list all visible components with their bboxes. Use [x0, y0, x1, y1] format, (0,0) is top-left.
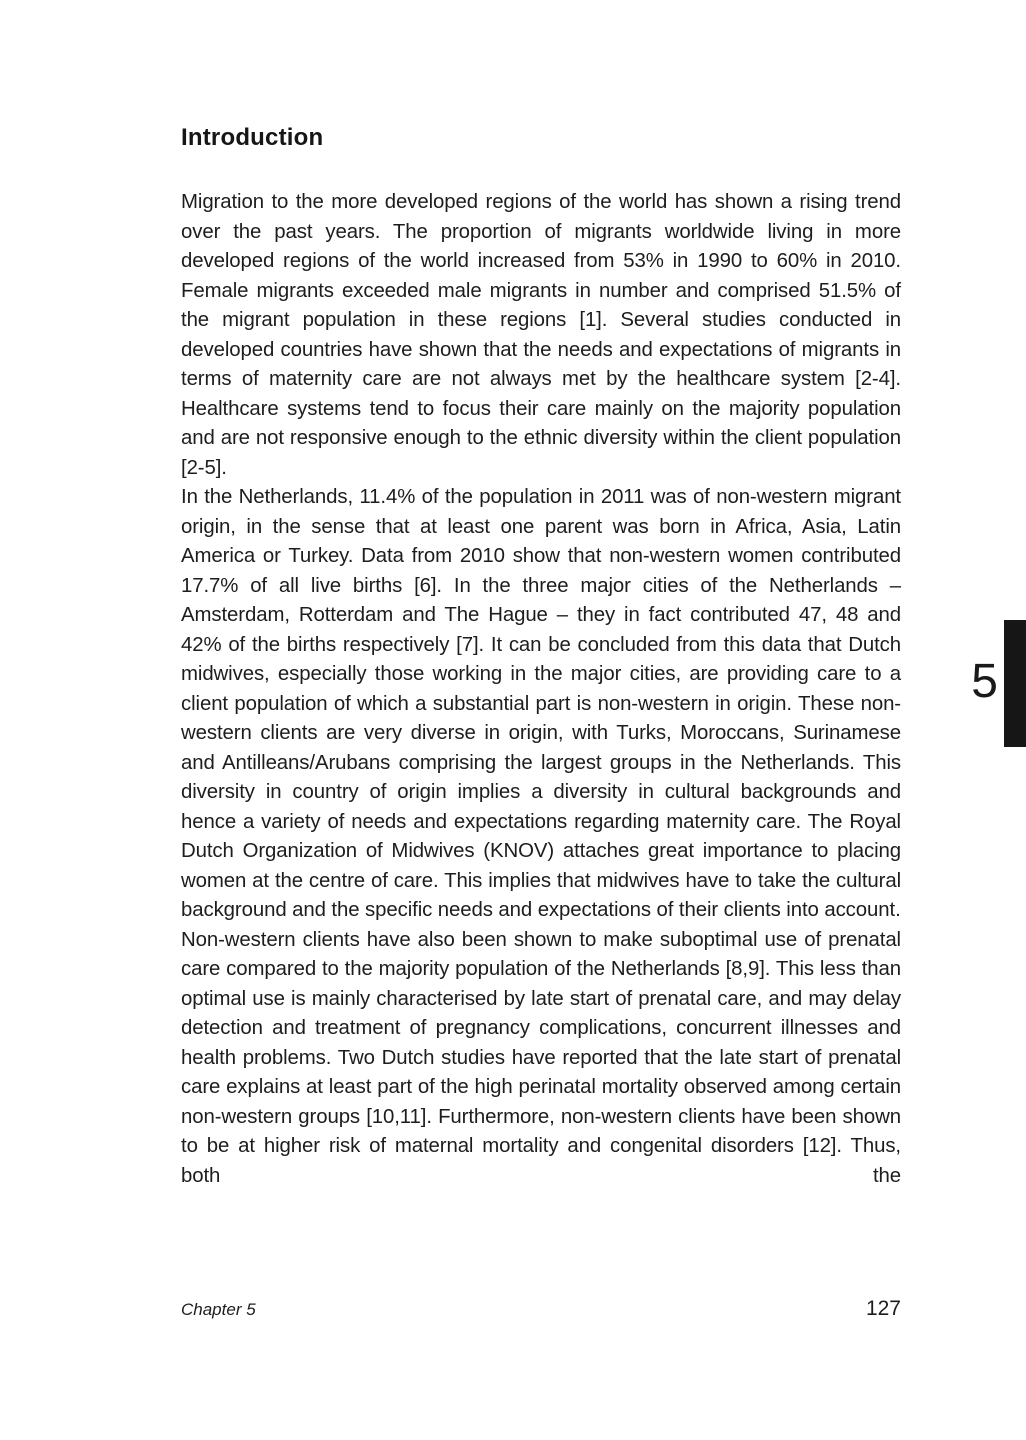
paragraph-prenatal-care: Non-western clients have also been shown to make suboptimal use of prenatal care compared to the majority population of the Netherlands [8,9]. This less than optimal use is mainly characterised by late start of prenatal care, and may delay detection and treatment of pregnancy complications, concurrent illnesses and health problems. Two Dutch studies have reported that the late start of prenatal care explains at least part of the high perinatal mortality observed among certain non-western groups [10,11]. Furthermore, non-western clients have been shown to be at higher risk of maternal mortality and congenital disorders [12]. Thus, both the — [181, 928, 901, 1187]
paragraph-migration: Migration to the more developed regions of the world has shown a rising trend over the past years. The proportion of migrants worldwide living in more developed regions of the world increased from 53% in 1990 to 60% in 2010. Female migrants exceeded male migrants in number and comprised 51.5% of the migrant population in these regions [1]. Several studies conducted in developed countries have shown that the needs and expectations of migrants in terms of maternity care are not always met by the healthcare system [2-4]. Healthcare systems tend to focus their care mainly on the majority population and are not responsive enough to the ethnic diversity within the client population [2-5]. — [181, 191, 901, 479]
page-footer — [181, 1297, 901, 1321]
paragraph-netherlands: In the Netherlands, 11.4% of the population in 2011 was of non-western migrant origin, in the sense that at least one parent was born in Africa, Asia, Latin America or Turkey. Data from 2010 show that non-western women contributed 17.7% of all live births [6]. In the three major cities of the Netherlands – Amsterdam, Rotterdam and The Hague – they in fact contributed 47, 48 and 42% of the births respectively [7]. It can be concluded from this data that Dutch midwives, especially those working in the major cities, are providing care to a client population of which a substantial part is non-western in origin. These non-western clients are very diverse in origin, with Turks, Moroccans, Surinamese and Antilleans/Arubans comprising the largest groups in the Netherlands. This diversity in country of origin implies a diversity in cultural backgrounds and hence a variety of needs and expectations regarding maternity care. The Royal Dutch Organization of Midwives (KNOV) attaches great importance to placing women at the centre of care. This implies that midwives have to take the cultural background and the specific needs and expectations of their clients into account. — [181, 486, 901, 921]
footer-page-number: 127 — [865, 1297, 901, 1320]
text-block — [181, 124, 901, 1191]
footer-chapter-label: Chapter 5 — [181, 1300, 256, 1319]
chapter-tab-marker — [1004, 620, 1026, 747]
section-heading: Introduction — [181, 124, 324, 151]
chapter-tab-number: 5 — [971, 655, 998, 708]
